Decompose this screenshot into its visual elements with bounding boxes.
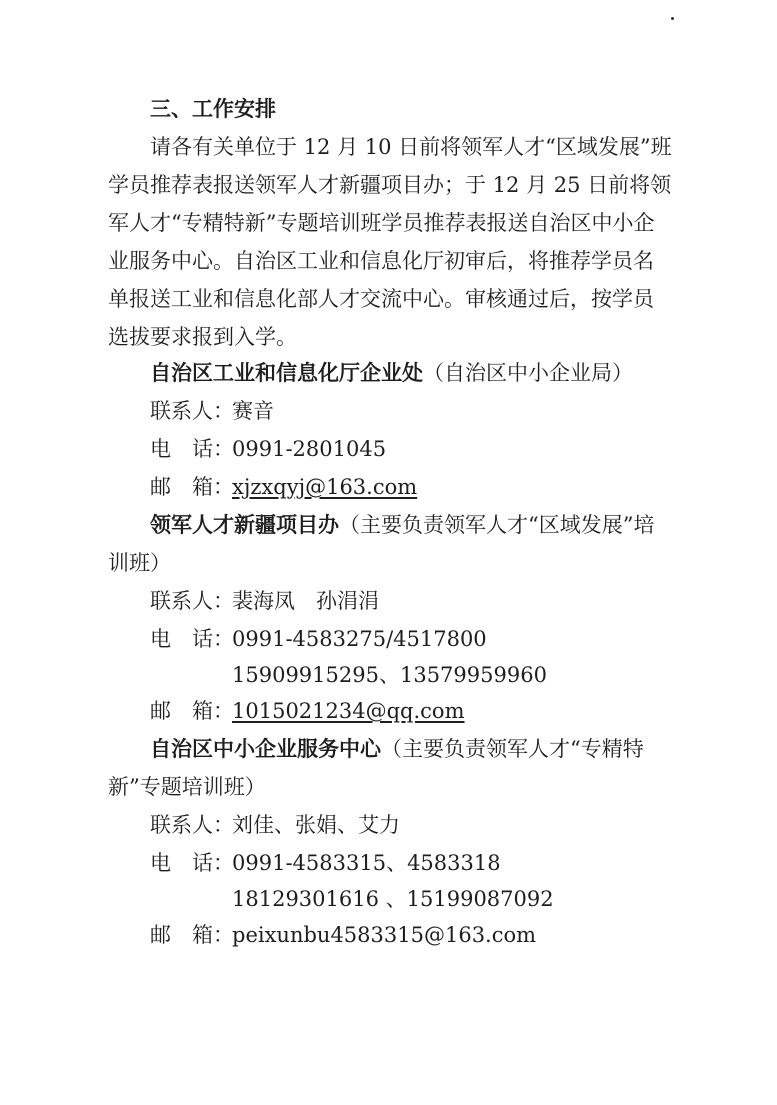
- contact-person-row: [150, 586, 379, 616]
- contact-phone-label: 电 话：: [150, 851, 234, 875]
- contact-org-line: [150, 734, 644, 764]
- contact-org-line: [150, 358, 633, 388]
- contact-org: 自治区工业和信息化厅企业处: [150, 360, 423, 385]
- contact-person-label: 联系人：: [150, 813, 234, 837]
- contact-phone-row: [150, 624, 487, 654]
- contact-org-line: [150, 510, 654, 540]
- contact-phone-secondary: 18129301616 、15199087092: [232, 887, 554, 911]
- contact-org-note-cont: 新”专题培训班）: [108, 775, 266, 799]
- section-heading: 三、工作安排: [150, 96, 276, 121]
- contact-phone-label: 电 话：: [150, 627, 234, 651]
- contact-org-note: （主要负责领军人才“区域发展”培: [339, 513, 655, 537]
- paragraph-line: 请各有关单位于 12 月 10 日前将领军人才“区域发展”班: [150, 135, 672, 159]
- contact-person: 刘佳、张娟、艾力: [232, 813, 400, 837]
- contact-phone-label: 电 话：: [150, 437, 234, 461]
- paragraph-line: 军人才“专精特新”专题培训班学员推荐表报送自治区中小企: [108, 211, 655, 235]
- contact-person-row: [150, 810, 400, 840]
- contact-email-link[interactable]: peixunbu4583315@163.com: [232, 923, 537, 947]
- contact-email-label: 邮 箱：: [150, 475, 234, 499]
- paragraph-line: 学员推荐表报送领军人才新疆项目办；于 12 月 25 日前将领: [108, 173, 672, 197]
- contact-org: 自治区中小企业服务中心: [150, 736, 381, 761]
- contact-person-label: 联系人：: [150, 399, 234, 423]
- contact-phone: 0991-4583315、4583318: [232, 851, 501, 875]
- contact-person: 赛音: [232, 399, 274, 423]
- contact-phone: 0991-2801045: [232, 437, 387, 461]
- contact-org: 领军人才新疆项目办: [150, 512, 339, 537]
- paragraph-line: 选拔要求报到入学。: [108, 325, 297, 349]
- contact-phone: 0991-4583275/4517800: [232, 627, 487, 651]
- contact-org-note: （自治区中小企业局）: [423, 361, 633, 385]
- contact-org-note: （主要负责领军人才“专精特: [381, 737, 644, 761]
- contact-phone-secondary: 15909915295、13579959960: [232, 663, 547, 687]
- contact-email-label: 邮 箱：: [150, 699, 234, 723]
- paragraph-line: 业服务中心。自治区工业和信息化厅初审后，将推荐学员名: [108, 249, 654, 273]
- contact-person-label: 联系人：: [150, 589, 234, 613]
- contact-phone-row: [150, 848, 501, 878]
- contact-email-row: [150, 696, 465, 726]
- paragraph-line: 单报送工业和信息化部人才交流中心。审核通过后，按学员: [108, 287, 654, 311]
- contact-person: 裴海凤 孙涓涓: [232, 589, 379, 613]
- contact-email-row: [150, 472, 417, 502]
- contact-email-label: 邮 箱：: [150, 923, 234, 947]
- contact-org-note-cont: 训班）: [108, 551, 171, 575]
- contact-email-link[interactable]: xjzxqyj@163.com: [232, 475, 418, 499]
- contact-email-row: [150, 920, 536, 950]
- contact-person-row: [150, 396, 274, 426]
- scan-speck: [671, 17, 674, 20]
- contact-email-link[interactable]: 1015021234@qq.com: [232, 699, 465, 723]
- contact-phone-row: [150, 434, 386, 464]
